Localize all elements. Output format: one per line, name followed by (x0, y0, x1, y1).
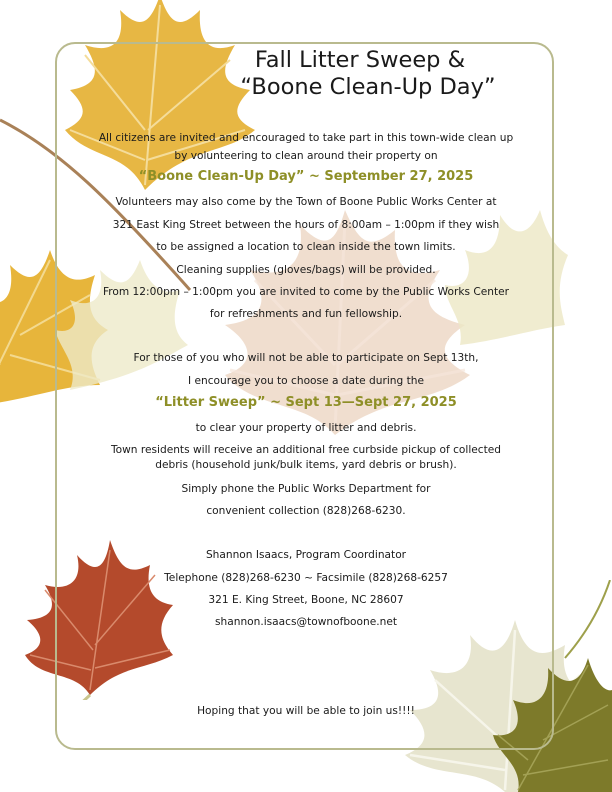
sweep-detail-4: Simply phone the Public Works Department for (181, 483, 431, 495)
intro-line-2: by volunteering to clean around their property on (174, 150, 438, 162)
clean-up-detail-6: for refreshments and fun fellowship. (209, 308, 403, 320)
contact-email: shannon.isaacs@townofboone.net (215, 616, 397, 628)
page-title-line2: “Boone Clean-Up Day” (240, 74, 496, 100)
sweep-detail-3: debris (household junk/bulk items, yard debris or brush). (155, 459, 457, 471)
sweep-intro-2: I encourage you to choose a date during the (188, 375, 424, 387)
contact-address: 321 E. King Street, Boone, NC 28607 (208, 594, 404, 606)
sweep-detail-5: convenient collection (828)268-6230. (206, 505, 406, 517)
page-title-line1: Fall Litter Sweep & (254, 47, 466, 73)
closing-message: Hoping that you will be able to join us!!!! (197, 705, 415, 717)
contact-name: Shannon Isaacs, Program Coordinator (205, 549, 407, 561)
clean-up-detail-4: Cleaning supplies (gloves/bags) will be provided. (176, 264, 436, 276)
contact-phone: Telephone (828)268-6230 ~ Facsimile (828)268-6257 (164, 572, 448, 584)
clean-up-detail-3: to be assigned a location to clean inside the town limits. (156, 241, 456, 253)
sweep-detail-2: Town residents will receive an additional free curbside pickup of collected (110, 444, 502, 456)
clean-up-detail-1: Volunteers may also come by the Town of Boone Public Works Center at (115, 196, 497, 208)
clean-up-detail-2: 321 East King Street between the hours of 8:00am – 1:00pm if they wish (112, 219, 500, 231)
clean-up-day-heading: “Boone Clean-Up Day” ~ September 27, 2025 (138, 169, 474, 184)
intro-line-1: All citizens are invited and encouraged to take part in this town-wide clean up (98, 132, 514, 144)
clean-up-detail-5: From 12:00pm – 1:00pm you are invited to come by the Public Works Center (102, 286, 510, 298)
litter-sweep-heading: “Litter Sweep” ~ Sept 13—Sept 27, 2025 (155, 395, 457, 410)
sweep-detail-1: to clear your property of litter and debris. (195, 422, 417, 434)
sweep-intro-1: For those of you who will not be able to participate on Sept 13th, (133, 352, 479, 364)
